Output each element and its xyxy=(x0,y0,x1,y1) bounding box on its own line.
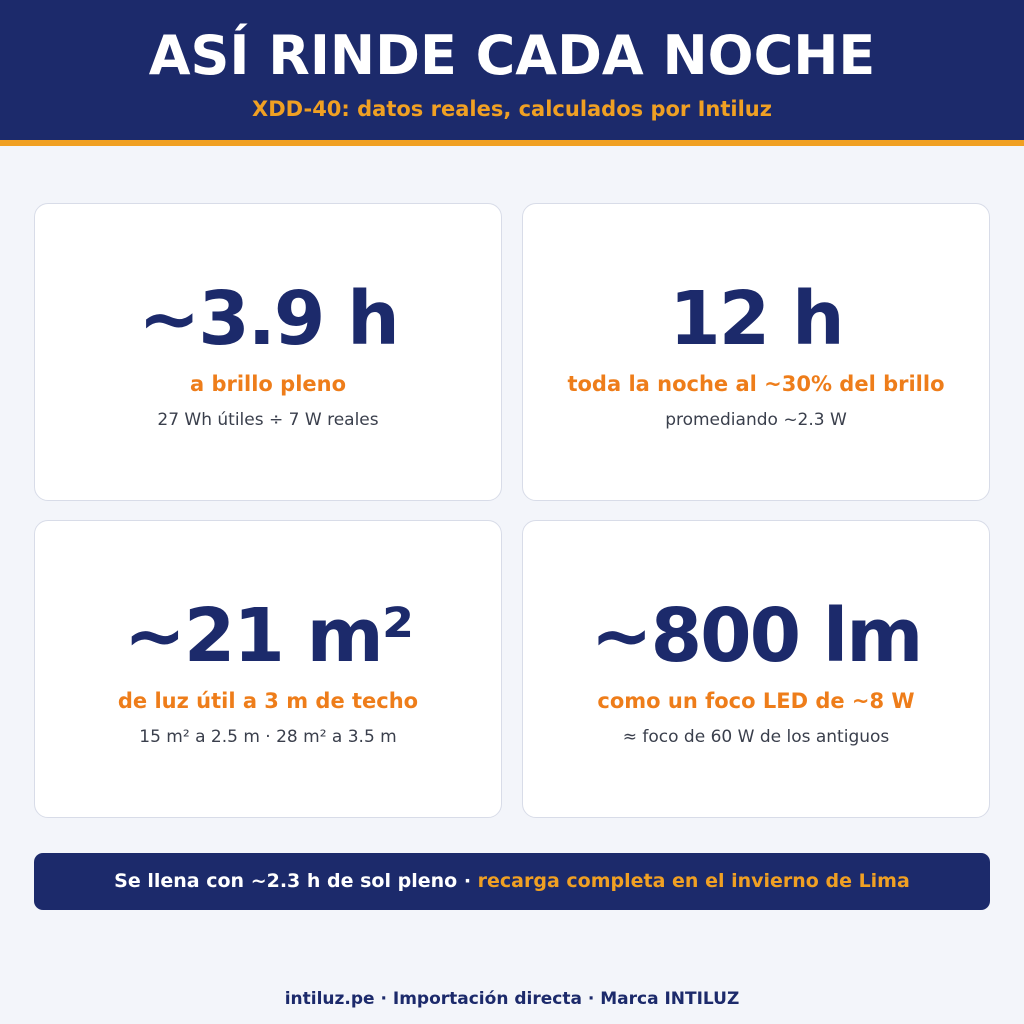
stat-value: ~800 lm xyxy=(590,593,922,679)
stat-label: toda la noche al ~30% del brillo xyxy=(567,372,945,396)
page-subtitle: XDD-40: datos reales, calculados por Intiluz xyxy=(252,97,772,121)
stat-value: ~3.9 h xyxy=(138,276,398,362)
header-band xyxy=(0,0,1024,146)
stat-card-runtime-full xyxy=(34,203,502,501)
stat-label: a brillo pleno xyxy=(189,372,347,396)
stat-card-lumens xyxy=(522,520,990,818)
stat-note: 15 m² a 2.5 m · 28 m² a 3.5 m xyxy=(139,727,397,747)
stat-label: como un foco LED de ~8 W xyxy=(597,689,915,713)
stat-value: 12 h xyxy=(669,276,843,362)
charging-banner xyxy=(34,853,990,910)
stat-label: de luz útil a 3 m de techo xyxy=(117,689,419,713)
stat-note: ≈ foco de 60 W de los antiguos xyxy=(622,727,890,747)
banner-text-main: Se llena con ~2.3 h de sol pleno xyxy=(114,870,458,892)
stat-value: ~21 m² xyxy=(123,593,413,679)
banner-text-highlight: recarga completa en el invierno de Lima xyxy=(477,870,910,892)
stat-note: 27 Wh útiles ÷ 7 W reales xyxy=(157,410,379,430)
stat-note: promediando ~2.3 W xyxy=(665,410,847,430)
stat-card-coverage xyxy=(34,520,502,818)
footer-text: intiluz.pe · Importación directa · Marca INTILUZ xyxy=(284,989,740,1009)
page-title: ASÍ RINDE CADA NOCHE xyxy=(148,24,876,87)
stat-card-runtime-night xyxy=(522,203,990,501)
banner-separator: · xyxy=(457,870,478,892)
